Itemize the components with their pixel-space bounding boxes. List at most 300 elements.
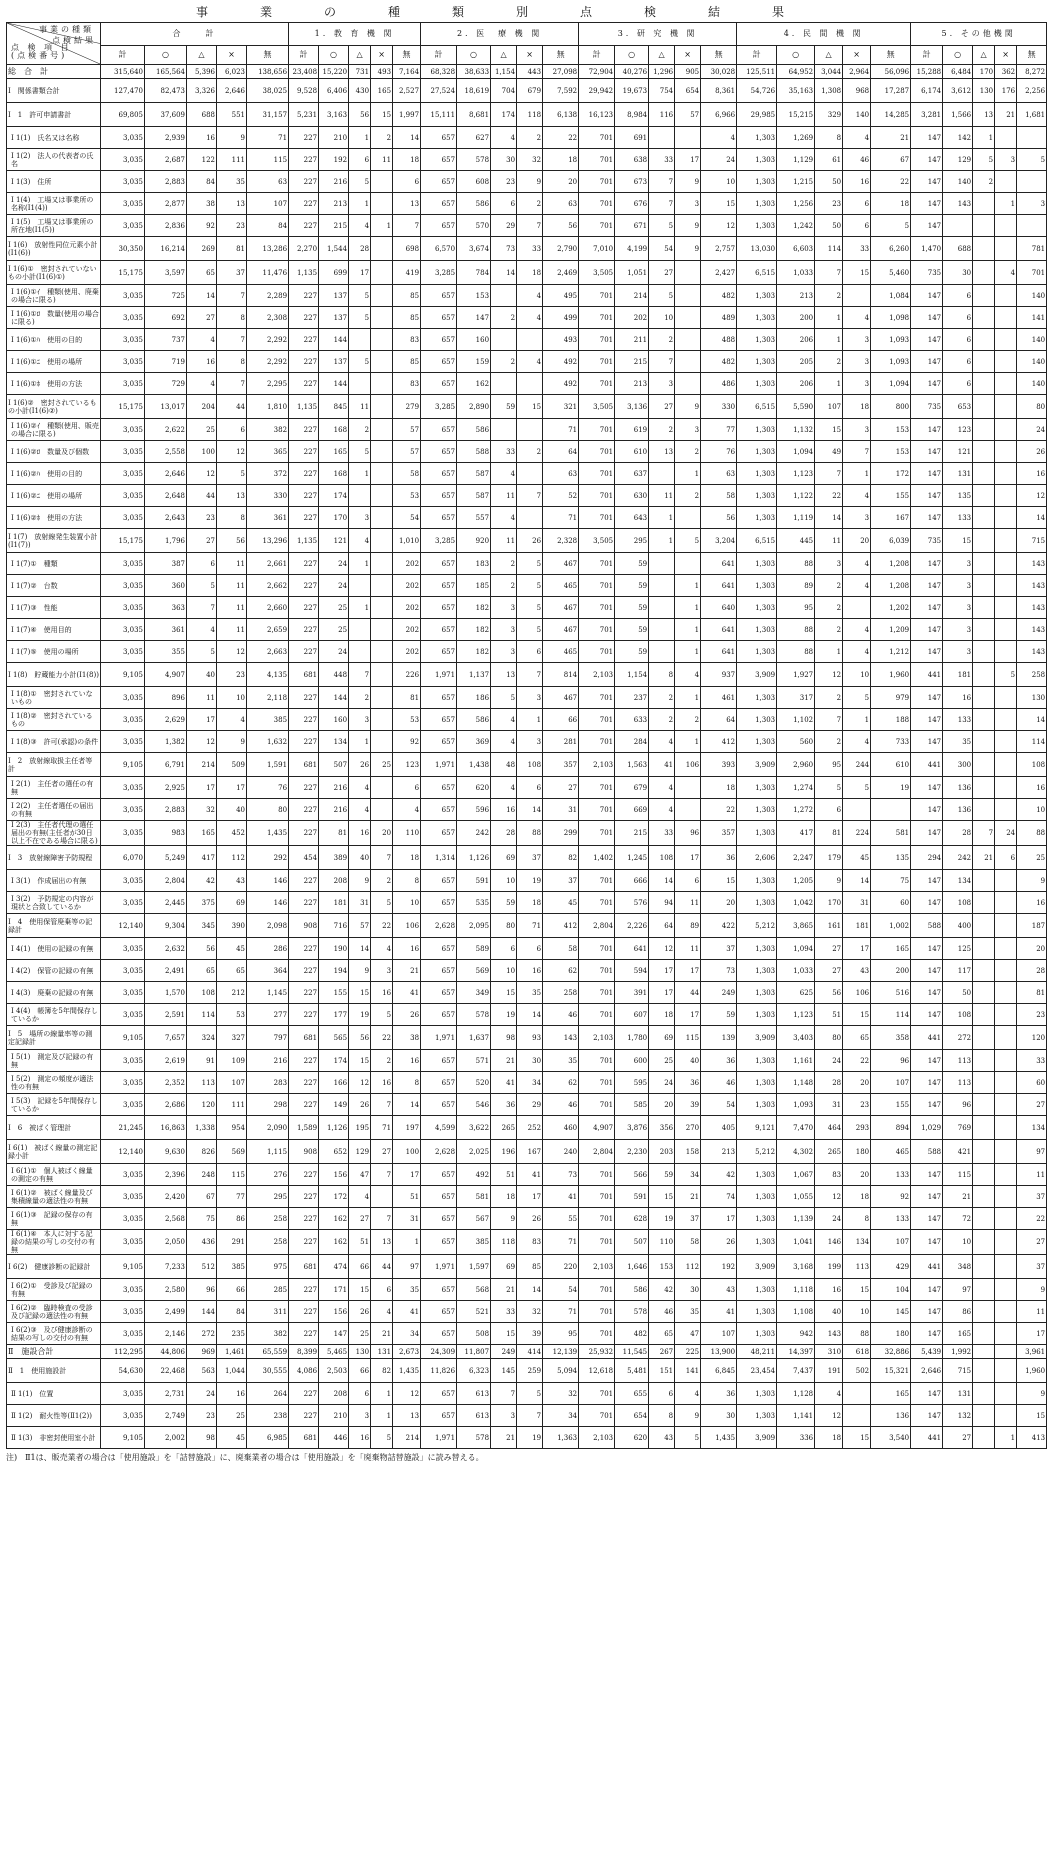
table-cell: 63	[543, 193, 579, 215]
table-cell: 3,326	[187, 79, 217, 103]
table-cell	[973, 1072, 995, 1094]
table-cell: 17	[843, 938, 871, 960]
table-cell: 21	[393, 960, 421, 982]
table-cell: 11	[217, 575, 247, 597]
table-cell: 147	[911, 149, 943, 171]
table-cell: 64,952	[777, 65, 815, 79]
table-cell: 20	[843, 1072, 871, 1094]
table-cell: 3,505	[579, 261, 615, 285]
table-cell: 1	[517, 709, 543, 731]
table-cell: 131	[943, 1383, 973, 1405]
table-cell: 66	[349, 1255, 371, 1279]
table-cell: 701	[579, 193, 615, 215]
table-cell: 2,883	[145, 799, 187, 821]
table-cell: 1	[349, 597, 371, 619]
table-cell: 3,035	[101, 1383, 145, 1405]
table-cell	[995, 127, 1017, 149]
table-cell: 20	[843, 529, 871, 553]
table-cell: 59	[701, 1004, 737, 1026]
table-cell: 2,226	[615, 914, 649, 938]
table-cell	[349, 485, 371, 507]
table-cell	[973, 441, 995, 463]
table-cell: 54	[649, 237, 675, 261]
table-cell: 4	[701, 127, 737, 149]
table-cell: 13,286	[247, 237, 289, 261]
table-cell: 174	[491, 103, 517, 127]
table-cell: 1,274	[777, 777, 815, 799]
table-cell: 44	[675, 982, 701, 1004]
table-cell: 215	[615, 351, 649, 373]
table-cell: 2	[815, 575, 843, 597]
table-cell: 581	[457, 1186, 491, 1208]
table-cell: 357	[701, 821, 737, 846]
table-cell: 106	[393, 914, 421, 938]
table-cell: 1,303	[737, 731, 777, 753]
table-cell: 9	[349, 870, 371, 892]
table-cell: 1,098	[871, 307, 911, 329]
table-cell	[675, 777, 701, 799]
table-cell: 3,035	[101, 1301, 145, 1323]
table-cell: 21	[491, 1279, 517, 1301]
table-cell	[995, 1345, 1017, 1359]
table-cell: 3,674	[457, 237, 491, 261]
table-cell: 1	[843, 463, 871, 485]
table-cell: 7	[371, 846, 393, 870]
table-cell: 85	[393, 307, 421, 329]
row-label: Ⅰ 6(1)② 被ばく線量及び集積線量の適法性の有無	[7, 1186, 101, 1208]
table-cell: 3	[995, 149, 1017, 171]
table-cell: 8	[393, 1072, 421, 1094]
table-cell: 330	[701, 395, 737, 419]
table-cell: 467	[543, 687, 579, 709]
table-cell: 643	[615, 507, 649, 529]
table-cell: 1	[371, 215, 393, 237]
row-label: Ⅰ 1(6)①ﾛ 数量(使用の場合に限る)	[7, 307, 101, 329]
table-cell: 54	[543, 1279, 579, 1301]
group-header: 5. その他機関	[911, 23, 1047, 46]
table-cell: 1,129	[777, 149, 815, 171]
table-cell: 196	[491, 1140, 517, 1164]
table-cell: 441	[911, 753, 943, 777]
table-cell: 224	[843, 821, 871, 846]
table-cell: 2,292	[247, 351, 289, 373]
table-cell: 141	[675, 1359, 701, 1383]
table-cell: 182	[457, 641, 491, 663]
table-cell: 113	[187, 1072, 217, 1094]
table-cell: 140	[1017, 351, 1047, 373]
table-cell: 4	[517, 351, 543, 373]
table-cell: 96	[675, 821, 701, 846]
table-cell: 147	[911, 171, 943, 193]
table-cell: 8	[217, 351, 247, 373]
table-cell: 52	[543, 485, 579, 507]
table-cell: 16	[843, 171, 871, 193]
table-cell: 91	[187, 1050, 217, 1072]
table-cell: 701	[579, 641, 615, 663]
table-cell: 1,589	[289, 1116, 319, 1140]
table-cell: 10	[491, 960, 517, 982]
table-cell: 299	[543, 821, 579, 846]
table-cell: 147	[911, 1050, 943, 1072]
table-cell: 1	[843, 709, 871, 731]
table-cell: 5	[675, 1427, 701, 1449]
table-cell: 657	[421, 553, 457, 575]
table-cell: 2,103	[579, 1427, 615, 1449]
table-cell	[995, 329, 1017, 351]
row-label: Ⅰ 6(2) 健康診断の記録計	[7, 1255, 101, 1279]
table-cell: 94	[649, 892, 675, 914]
table-cell: 16	[371, 982, 393, 1004]
table-cell: 618	[843, 1345, 871, 1359]
table-cell: 7,657	[145, 1026, 187, 1050]
table-cell	[675, 553, 701, 575]
table-cell: 27	[649, 261, 675, 285]
table-cell: 1	[675, 463, 701, 485]
table-cell: 5	[517, 619, 543, 641]
table-cell: 1,245	[615, 846, 649, 870]
table-cell	[349, 575, 371, 597]
table-cell: 2,503	[319, 1359, 349, 1383]
table-cell: 7,164	[393, 65, 421, 79]
table-cell: 6	[995, 846, 1017, 870]
table-cell: 8	[393, 870, 421, 892]
table-cell: 114	[1017, 731, 1047, 753]
table-cell: 40	[217, 799, 247, 821]
table-cell: 701	[579, 1383, 615, 1405]
table-cell	[973, 938, 995, 960]
table-cell: 657	[421, 1405, 457, 1427]
table-cell: 17	[517, 1186, 543, 1208]
table-cell: 4	[843, 127, 871, 149]
row-label: Ⅰ 1(6)①ﾆ 使用の場所	[7, 351, 101, 373]
table-cell: 657	[421, 777, 457, 799]
table-cell: 2,877	[145, 193, 187, 215]
table-cell: 465	[543, 575, 579, 597]
table-cell: 3,035	[101, 938, 145, 960]
table-cell: 227	[289, 1094, 319, 1116]
table-cell: 26	[349, 753, 371, 777]
table-cell	[843, 1405, 871, 1427]
table-row	[7, 1301, 1047, 1323]
table-cell: 701	[579, 960, 615, 982]
table-cell: 176	[995, 79, 1017, 103]
table-cell: 15	[349, 982, 371, 1004]
table-cell: 33	[491, 441, 517, 463]
table-cell: 1,637	[457, 1026, 491, 1050]
table-cell: 147	[911, 485, 943, 507]
table-cell: 14	[187, 285, 217, 307]
table-cell: 244	[843, 753, 871, 777]
table-cell: 20	[701, 892, 737, 914]
table-cell: 213	[777, 285, 815, 307]
table-cell: 5	[675, 529, 701, 553]
table-cell: 227	[289, 373, 319, 395]
row-label: Ⅰ 6(1)③ 記録の保存の有無	[7, 1208, 101, 1230]
table-cell: 155	[871, 1094, 911, 1116]
table-cell: 50	[815, 215, 843, 237]
table-cell: 474	[319, 1255, 349, 1279]
table-cell: 11	[349, 395, 371, 419]
table-cell: 65	[843, 1026, 871, 1050]
table-cell: 657	[421, 441, 457, 463]
table-cell: 535	[457, 892, 491, 914]
table-cell: 1	[675, 597, 701, 619]
table-cell: 15,215	[777, 103, 815, 127]
table-cell: 214	[187, 753, 217, 777]
table-cell: 147	[911, 641, 943, 663]
table-cell: 57	[675, 103, 701, 127]
table-cell: 441	[911, 663, 943, 687]
table-cell: 4	[675, 1383, 701, 1405]
table-row	[7, 103, 1047, 127]
table-cell: 32,886	[871, 1345, 911, 1359]
table-cell: 227	[289, 463, 319, 485]
table-cell: 12	[393, 1383, 421, 1405]
table-cell: 657	[421, 597, 457, 619]
table-cell: 565	[319, 1026, 349, 1050]
table-cell: 6,570	[421, 237, 457, 261]
table-cell: 2,632	[145, 938, 187, 960]
table-cell: 140	[843, 103, 871, 127]
table-cell: 1,135	[289, 529, 319, 553]
table-cell: 493	[371, 65, 393, 79]
table-cell: 21	[491, 1427, 517, 1449]
table-cell: 467	[543, 553, 579, 575]
table-cell: 63	[543, 463, 579, 485]
table-cell: 14	[1017, 709, 1047, 731]
table-cell: 153	[649, 1255, 675, 1279]
table-cell: 14	[349, 938, 371, 960]
table-cell: 654	[615, 1405, 649, 1427]
table-row	[7, 575, 1047, 597]
table-cell: 23	[843, 1094, 871, 1116]
row-label: Ⅰ 6(1)① 個人被ばく線量の測定の有無	[7, 1164, 101, 1186]
table-cell: 155	[871, 485, 911, 507]
table-cell: 43	[843, 960, 871, 982]
table-cell: 185	[457, 575, 491, 597]
table-cell: 557	[457, 507, 491, 529]
table-cell: 227	[289, 1279, 319, 1301]
table-cell: 2,050	[145, 1230, 187, 1255]
table-cell: 6	[349, 149, 371, 171]
table-cell: 144	[187, 1301, 217, 1323]
result-header: ×	[843, 46, 871, 65]
table-cell	[517, 463, 543, 485]
table-cell: 1,119	[777, 507, 815, 529]
table-cell: 3,035	[101, 1094, 145, 1116]
table-cell	[995, 1323, 1017, 1345]
table-cell: 969	[187, 1345, 217, 1359]
table-cell: 362	[995, 65, 1017, 79]
table-cell: 71	[371, 1116, 393, 1140]
table-cell: 1,591	[247, 753, 289, 777]
table-cell: 16	[217, 1383, 247, 1405]
table-cell: 113	[843, 1255, 871, 1279]
table-cell: 845	[319, 395, 349, 419]
table-cell: 641	[701, 575, 737, 597]
table-cell: 1,303	[737, 171, 777, 193]
table-cell: 9	[675, 395, 701, 419]
table-cell: 3,035	[101, 553, 145, 575]
table-cell: 657	[421, 731, 457, 753]
table-cell: 106	[843, 982, 871, 1004]
table-cell: 1,202	[871, 597, 911, 619]
table-cell: 1,154	[491, 65, 517, 79]
table-row	[7, 821, 1047, 846]
table-cell: 216	[319, 171, 349, 193]
table-cell: 589	[457, 938, 491, 960]
row-label: Ⅰ 1(8)① 密封されていないもの	[7, 687, 101, 709]
table-cell: 1,971	[421, 1255, 457, 1279]
table-cell: 27,098	[543, 65, 579, 79]
table-cell: 5	[371, 1427, 393, 1449]
table-cell: 2,491	[145, 960, 187, 982]
table-cell: 489	[701, 307, 737, 329]
table-cell: 493	[543, 329, 579, 351]
table-cell: 14	[815, 507, 843, 529]
table-cell: 81	[319, 821, 349, 846]
table-cell: 6,406	[319, 79, 349, 103]
table-row	[7, 641, 1047, 663]
table-cell: 482	[701, 285, 737, 307]
table-cell: 15,111	[421, 103, 457, 127]
table-cell: 227	[289, 1050, 319, 1072]
table-cell: 88	[843, 1323, 871, 1345]
table-cell	[995, 1026, 1017, 1050]
table-cell: 227	[289, 687, 319, 709]
table-cell	[995, 753, 1017, 777]
table-cell: 227	[289, 553, 319, 575]
table-cell	[995, 892, 1017, 914]
table-cell: 461	[701, 687, 737, 709]
table-cell: 71	[247, 127, 289, 149]
table-cell: 2,396	[145, 1164, 187, 1186]
table-cell: 465	[871, 1140, 911, 1164]
table-cell: 507	[615, 1230, 649, 1255]
table-cell: 66	[349, 1359, 371, 1383]
table-cell: 35	[217, 171, 247, 193]
table-cell: 1,960	[1017, 1359, 1047, 1383]
table-cell: 7	[491, 1383, 517, 1405]
table-cell: 6	[649, 1383, 675, 1405]
table-cell	[973, 193, 995, 215]
table-cell: 56	[543, 215, 579, 237]
table-cell: 1,971	[421, 753, 457, 777]
table-cell: 22	[371, 1026, 393, 1050]
table-cell: 291	[217, 1230, 247, 1255]
table-cell: 69	[217, 892, 247, 914]
table-cell: 11	[491, 529, 517, 553]
table-cell: 131	[943, 463, 973, 485]
table-cell: 588	[457, 441, 491, 463]
table-cell: 122	[187, 149, 217, 171]
table-cell: 17	[675, 846, 701, 870]
table-row	[7, 687, 1047, 709]
table-cell: 4	[349, 1186, 371, 1208]
table-cell: 581	[871, 821, 911, 846]
table-row	[7, 1094, 1047, 1116]
table-cell: 76	[701, 441, 737, 463]
table-cell	[995, 938, 1017, 960]
table-cell: 227	[289, 215, 319, 237]
table-cell: 285	[247, 1279, 289, 1301]
table-cell: 54,630	[101, 1359, 145, 1383]
result-header: 無	[393, 46, 421, 65]
table-cell: 147	[911, 870, 943, 892]
result-header: 無	[543, 46, 579, 65]
table-cell: 1,296	[649, 65, 675, 79]
table-cell: 1	[649, 529, 675, 553]
table-cell: 75	[187, 1208, 217, 1230]
table-cell: 22	[843, 1050, 871, 1072]
table-cell: 1,303	[737, 1186, 777, 1208]
table-cell: 5	[843, 777, 871, 799]
table-cell: 1,303	[737, 1383, 777, 1405]
table-cell: 2,352	[145, 1072, 187, 1094]
table-cell: 213	[319, 193, 349, 215]
table-cell: 2,103	[579, 1255, 615, 1279]
table-row	[7, 1186, 1047, 1208]
result-header: △	[973, 46, 995, 65]
row-label: Ⅰ 関係書類合計	[7, 79, 101, 103]
table-cell: 512	[187, 1255, 217, 1279]
table-cell: 2,660	[247, 597, 289, 619]
table-cell: 1	[349, 553, 371, 575]
table-cell: 6	[349, 1383, 371, 1405]
table-cell: 24	[1017, 419, 1047, 441]
table-cell: 17	[675, 960, 701, 982]
table-cell: 36	[701, 1050, 737, 1072]
table-cell: 153	[871, 419, 911, 441]
table-cell: 33	[517, 237, 543, 261]
table-cell: 499	[543, 307, 579, 329]
table-cell: 203	[649, 1140, 675, 1164]
table-cell: 2,804	[579, 1140, 615, 1164]
table-cell: 1,135	[289, 261, 319, 285]
table-cell: 216	[319, 799, 349, 821]
table-cell: 6,985	[247, 1427, 289, 1449]
table-cell: 210	[319, 1405, 349, 1427]
table-cell: 36	[701, 1383, 737, 1405]
table-cell: 5	[371, 1004, 393, 1026]
table-cell: 197	[393, 1116, 421, 1140]
table-cell: 3	[491, 641, 517, 663]
table-cell: 1,438	[457, 753, 491, 777]
table-row	[7, 441, 1047, 463]
table-cell: 6,966	[701, 103, 737, 127]
table-cell: 7	[517, 663, 543, 687]
table-cell: 147	[911, 799, 943, 821]
table-cell: 41	[543, 1186, 579, 1208]
table-cell: 701	[579, 307, 615, 329]
table-row	[7, 619, 1047, 641]
row-label: Ⅰ 2 放射線取扱主任者等計	[7, 753, 101, 777]
table-cell: 3	[649, 373, 675, 395]
table-cell: 108	[649, 846, 675, 870]
table-cell: 107	[815, 395, 843, 419]
table-cell: 5,439	[911, 1345, 943, 1359]
table-row	[7, 1255, 1047, 1279]
table-cell: 155	[319, 982, 349, 1004]
table-cell: 140	[943, 171, 973, 193]
table-cell: 25	[371, 753, 393, 777]
table-cell: 3	[517, 687, 543, 709]
table-cell: 735	[911, 395, 943, 419]
table-cell: 227	[289, 641, 319, 663]
table-cell: 134	[319, 731, 349, 753]
table-cell: 482	[701, 351, 737, 373]
table-cell	[995, 441, 1017, 463]
